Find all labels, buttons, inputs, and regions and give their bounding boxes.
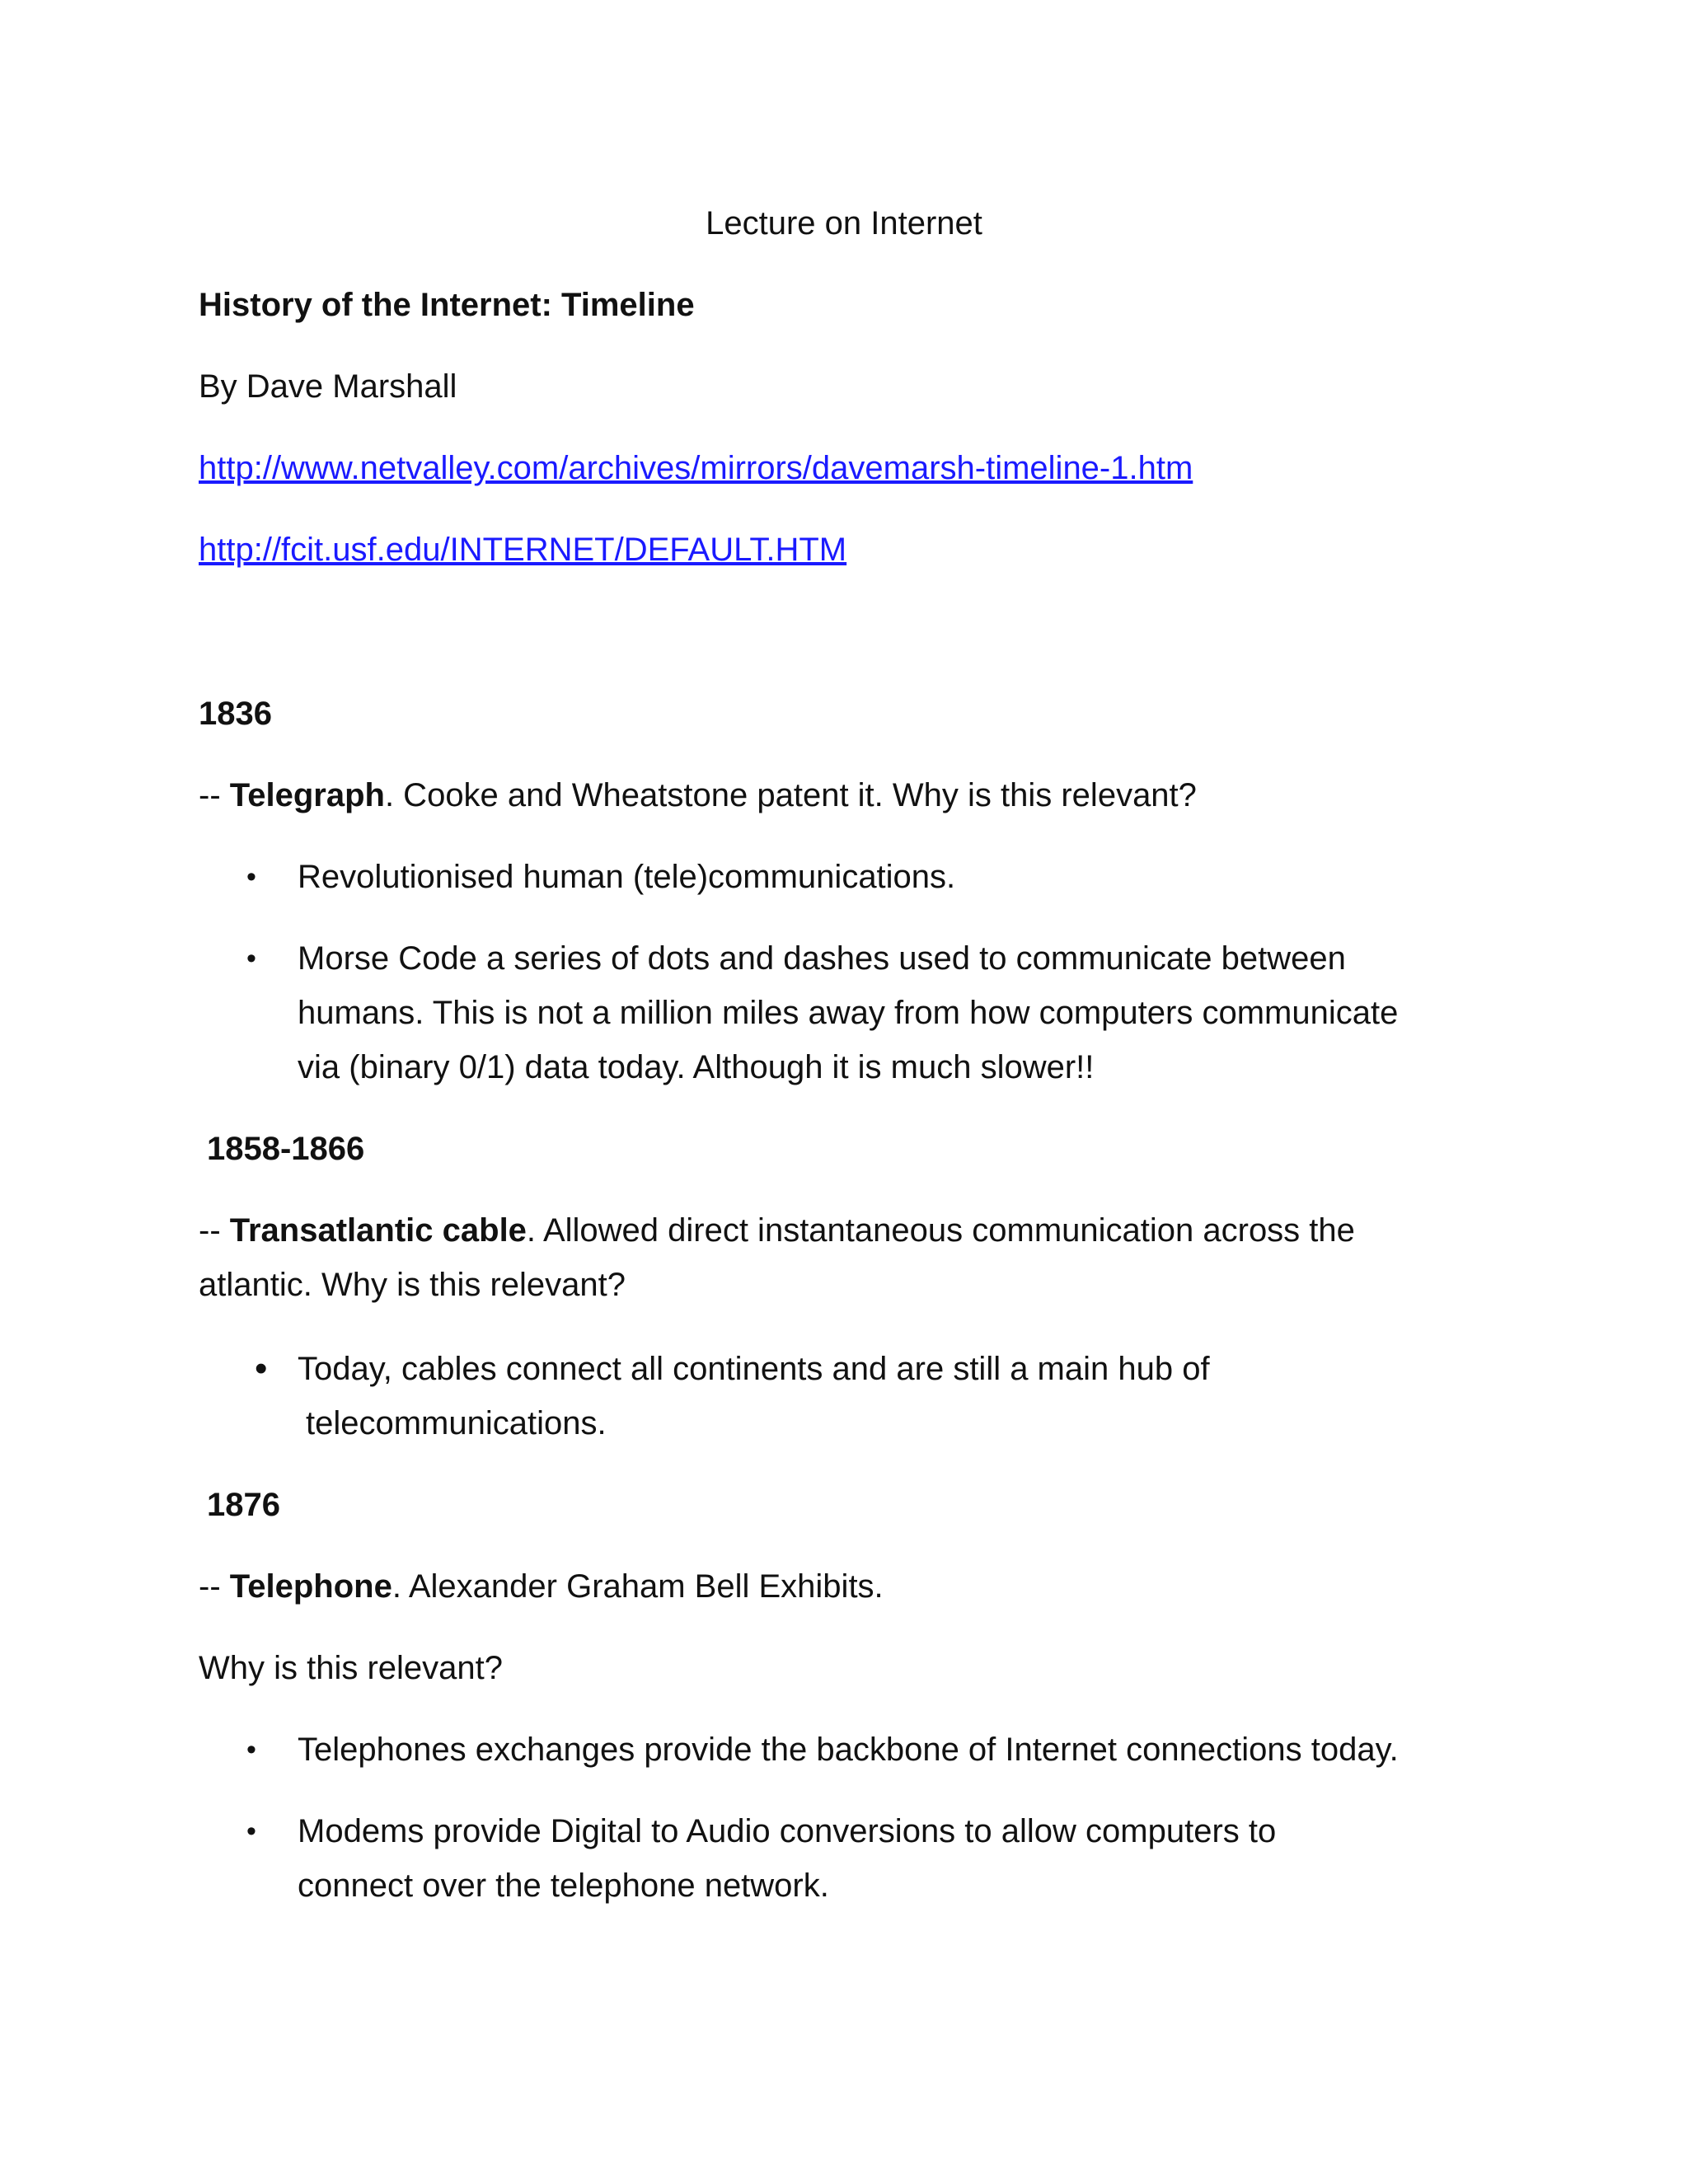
page-title: Lecture on Internet (706, 205, 982, 241)
entry-text: . Allowed direct instantaneous communication across the (526, 1212, 1355, 1249)
entry-line-transatlantic-cable (199, 1203, 1355, 1258)
entry-question-telephone: Why is this relevant? (199, 1650, 504, 1686)
reference-link-2[interactable]: http://fcit.usf.edu/INTERNET/DEFAULT.HTM (199, 532, 847, 568)
year-heading-1876: 1876 (207, 1487, 280, 1523)
entry-term: Telegraph (229, 777, 385, 813)
year-heading-1858-1866: 1858-1866 (207, 1131, 365, 1167)
bullet-text-telegraph-2-line-1: Morse Code a series of dots and dashes used to communicate between (298, 940, 1346, 977)
entry-text: . Cooke and Wheatstone patent it. Why is this relevant? (384, 777, 1197, 813)
reference-link-1-wrapper (199, 441, 1193, 495)
bullet-text-telephone-1: Telephones exchanges provide the backbone of Internet connections today. (298, 1732, 1399, 1768)
entry-term: Telephone (229, 1568, 392, 1605)
author-line: By Dave Marshall (199, 368, 457, 405)
bullet-text-telegraph-1: Revolutionised human (tele)communications. (298, 859, 956, 895)
bullet-text-telephone-2-line-2: connect over the telephone network. (298, 1868, 829, 1904)
bullet-text-cable-line-2: telecommunications. (306, 1405, 607, 1441)
bullet-glyph: • (246, 943, 256, 974)
section-heading: History of the Internet: Timeline (199, 287, 695, 323)
bullet-text-telephone-2-line-1: Modems provide Digital to Audio conversions to allow computers to (298, 1813, 1277, 1849)
bullet-glyph: • (246, 1734, 256, 1765)
entry-line-telegraph (199, 768, 1197, 823)
entry-text: . Alexander Graham Bell Exhibits. (392, 1568, 884, 1605)
bullet-text-telegraph-2-line-3: via (binary 0/1) data today. Although it is much slower!! (298, 1049, 1095, 1085)
reference-link-2-wrapper (199, 523, 846, 577)
reference-link-1[interactable]: http://www.netvalley.com/archives/mirrors/davemarsh-timeline-1.htm (199, 450, 1193, 486)
entry-line-transatlantic-cable-2: atlantic. Why is this relevant? (199, 1267, 626, 1303)
entry-term: Transatlantic cable (229, 1212, 527, 1249)
bullet-glyph: • (255, 1348, 268, 1389)
entry-prefix: -- (199, 777, 230, 813)
entry-prefix: -- (199, 1212, 230, 1249)
year-heading-1836: 1836 (199, 696, 272, 732)
entry-prefix: -- (199, 1568, 230, 1605)
bullet-glyph: • (246, 861, 256, 893)
bullet-glyph: • (246, 1816, 256, 1847)
bullet-text-telegraph-2-line-2: humans. This is not a million miles away from how computers communicate (298, 995, 1399, 1031)
entry-line-telephone (199, 1559, 884, 1614)
bullet-text-cable-line-1: Today, cables connect all continents and are still a main hub of (298, 1351, 1210, 1387)
